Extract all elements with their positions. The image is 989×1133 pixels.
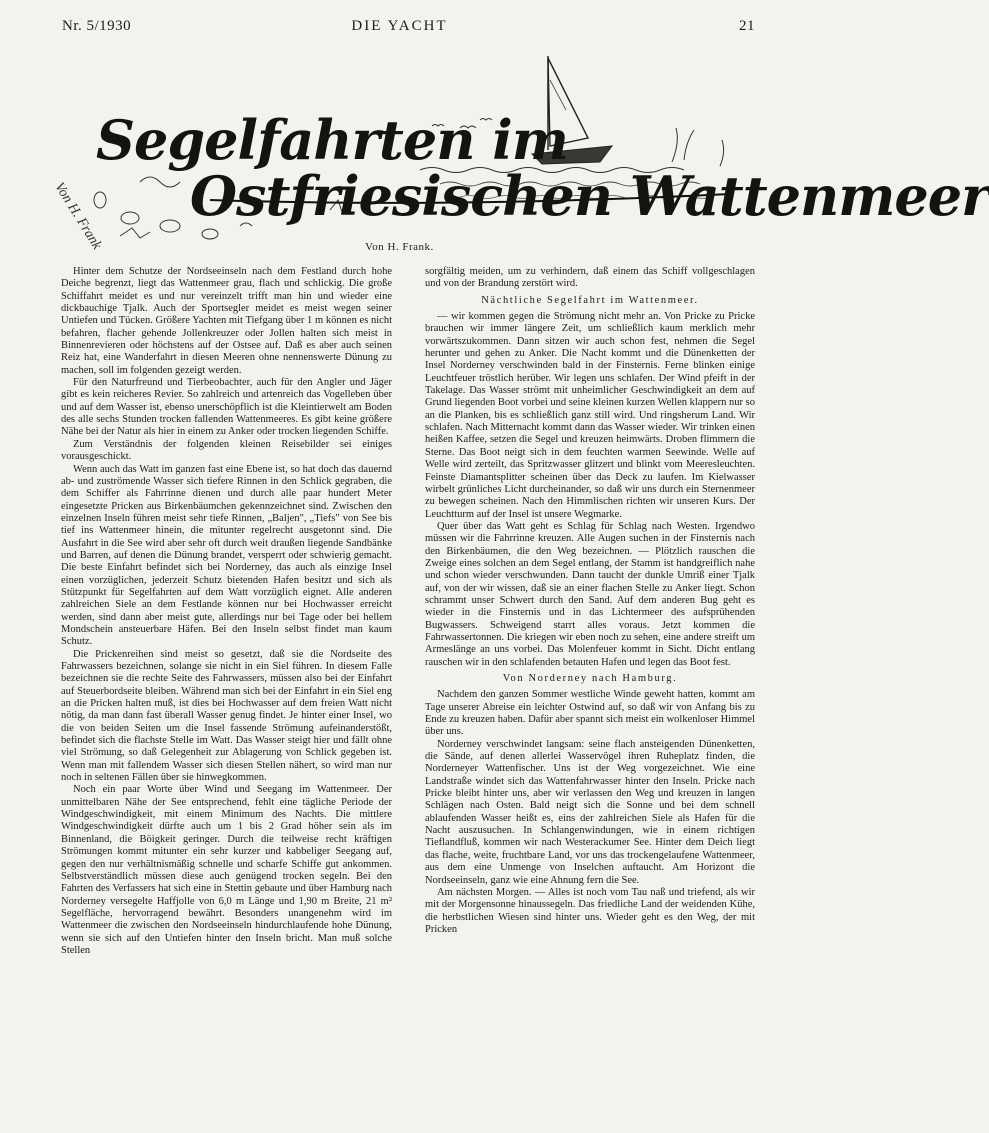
paragraph: Wenn auch das Watt im ganzen fast eine Ebene ist, so hat doch das dauernd ab- und zuströmende Wasser sich tiefere Rinnen in den Schlick gegraben, die dem Schiffer als Fahrrinne dienen und durch alle paar hundert Meter eingesetzte Pricken aus Birkenbäumchen gekennzeichnet sind. Zwischen den einzelnen Inseln führen meist sehr tiefe Rinnen, „Baljen", „Tiefs" von See bis tief ins Wattenmeer hinein, die mitunter regelrecht ausgetonnt sind. Die Ausfahrt in die See wird aber sehr oft durch weit draußen liegende Sandbänke und Barren, auf denen die Dünung brandet, versperrt oder schwierig gemacht. Die beste Einfahrt befindet sich bei Norderney, das auch als einzige Insel einen vorzüglichen, jederzeit Schutz bietenden Hafen besitzt und sich als Stützpunkt für Segelfahrten auf dem Watt vorzüglich eignet. Alle anderen zahlreichen Siele an dem Festlande können nur bei Hochwasser erreicht werden, sind dann aber meist gute, allerdings nur bei Tage oder bei hellem Mondschein ansteuerbare Häfen. Bei den Inseln selbst findet man kaum Schutz. xyxy=(61,463,392,648)
paragraph: Norderney verschwindet langsam: seine flach ansteigenden Dünenketten, die Sände, auf denen allerlei Wasservögel ihren Ruheplatz finden, die Norderneyer Wattenfischer. Uns ist der Weg vorgezeichnet. Wie eine Landstraße windet sich das Wattenfahrwasser hinter den Inseln. Pricke nach Pricke bleibt hinter uns, aber wir verlassen den Weg und kreuzen in langen Schlägen nach Osten. Bald neigt sich die Sonne und bei dem schnell ablaufenden Wasser heißt es, eins der zahlreichen Siele als Hafen für die Nacht auszusuchen. In Schlangenwindungen, wie in einem richtigen Tieflandfluß, kommen wir nach Westerackumer See. Hinter dem Deich liegt das flache, weite, fruchtbare Land, vor uns das trockengelaufene Wattenmeer, aus dem eine Unmenge von Inselchen auftaucht. Am Horizont die Nordseeinseln, ganz wie eine Ahnung fern die See. xyxy=(425,738,755,886)
paragraph: Quer über das Watt geht es Schlag für Schlag nach Westen. Irgendwo müssen wir die Fahrrinne kreuzen. Alle Augen suchen in der Finsternis nach den Birkenbäumen, die den Weg bezeichnen. — Plötzlich rauschen die Zweige eines solchen an dem Segel entlang, der Stamm ist handgreiflich nahe und schon wieder verschwunden. Dann taucht der dunkle Umriß einer Tjalk auf, von der wir wissen, daß sie an einer flachen Stelle zu Anker liegt. Schon schrammt unser Schwert durch den Sand. Auf dem anderen Bug geht es wieder in die Finsternis und in das Lichtermeer des aufsprühenden Bugwassers. Schweigend starrt alles voraus. Jetzt kommen die Fahrwassertonnen. Die kriegen wir eben noch zu sehen, eine andere streift um Armeslänge an uns vorbei. Das Molenfeuer kommt in Sicht. Dicht entlang rauschen wir in den schlafenden betauten Hafen und legen das Boot fest. xyxy=(425,520,755,668)
title-illustration xyxy=(51,50,989,253)
author-byline: Von H. Frank. xyxy=(365,241,434,253)
section-heading: Von Norderney nach Hamburg. xyxy=(502,673,678,684)
title-line-2: Ostfriesischen Wattenmeer xyxy=(190,164,989,228)
left-column xyxy=(61,266,392,1111)
title-line-1: Segelfahrten im xyxy=(96,108,568,172)
section-heading: Nächtliche Segelfahrt im Wattenmeer. xyxy=(481,294,699,306)
paragraph: Am nächsten Morgen. — Alles ist noch vom Tau naß und triefend, als wir mit der Morgensonne hinaussegeln. Das friedliche Land der weidenden Kühe, die herbstlichen Wiesen sind hinter uns. Wieder geht es den Weg, der mit Pricken xyxy=(425,886,755,935)
page-number: 21 xyxy=(739,18,755,34)
paragraph: Hinter dem Schutze der Nordseeinseln nach dem Festland durch hohe Deiche begrenzt, liegt das Wattenmeer grau, flach und schlickig. Die große Schiffahrt meidet es und nur vereinzelt trifft man hin und wieder eine dickbauchige Tjalk. Auch der Sportsegler meidet es meist wegen seiner Untiefen und Tücken. Größere Yachten mit Tiefgang über 1 m können es nicht befahren, flacher gehende Jollenkreuzer oder Jollen halten sich meist in Binnenrevieren oder höchstens auf der Ostsee auf. Daß es aber auch seinen Reiz hat, eine Wanderfahrt in diesen Meeren ohne nennenswerte Dünung zu machen, soll im folgenden gezeigt werden. xyxy=(61,266,392,376)
paragraph: Für den Naturfreund und Tierbeobachter, auch für den Angler und Jäger gibt es kein reicheres Revier. So zahlreich und artenreich das Vogelleben über und auf dem Wasser ist, ebenso unerschöpflich ist die Kleintierwelt am Boden des alle sechs Stunden trocken fallenden Wattenmeeres. Es gibt keine größere Nähe bei der Natur als hier in einem zu Anker oder trocken liegenden Schiffe. xyxy=(61,377,392,438)
paragraph: Zum Verständnis der folgenden kleinen Reisebilder sei einiges vorausgeschickt. xyxy=(61,438,392,463)
art-signature: Von H. Frank xyxy=(51,180,105,253)
paragraph: Nachdem den ganzen Sommer westliche Winde geweht hatten, kommt am Tage unserer Abreise ein leichter Ostwind auf, so daß wir von Anfang bis zu Ende zu kreuzen haben. Dafür aber spannt sich meist ein wolkenloser Himmel über uns. xyxy=(425,689,755,738)
paragraph: Die Prickenreihen sind meist so gesetzt, daß sie die Nordseite des Fahrwassers bezeichnen, solange sie nicht in ein Siel führen. In diesem Falle bezeichnen sie die rechte Seite des Fahrwassers, müssen also bei der Einfahrt auf Steuerbordseite bleiben. Während man sich bei der Einfahrt in ein Siel eng an die Pricken halten muß, ist dies bei Hochwasser auf dem freien Watt nicht nötig, da man dann fast überall Wasser genug findet. Je hinter einer Insel, wo die von beiden Seiten um die Insel fassende Strömung aufeinanderstößt, befindet sich die flachste Stelle im Watt. Das Wasser steigt hier und fällt ohne viel Strömung, so daß Gelegenheit zur Ablagerung von Schlick gegeben ist. Wenn man mit fallendem Wasser sich diesen Stellen nähert, so wird man nur noch in seltenen Fällen über sie hinwegkommen. xyxy=(61,648,392,784)
right-column xyxy=(425,266,755,1111)
issue-number: Nr. 5/1930 xyxy=(62,18,132,34)
paragraph: sorgfältig meiden, um zu verhindern, daß einem das Schiff vollgeschlagen und von der Brandung zerstört wird. xyxy=(425,266,755,290)
paragraph: — wir kommen gegen die Strömung nicht mehr an. Von Pricke zu Pricke brauchen wir immer längere Zeit, um schließlich kaum merklich mehr vorwärtszukommen. Dann sitzen wir auch schon fest, nehmen die Segel herunter und gehen zu Anker. Die Nacht kommt und die Dünenketten der Insel Norderney verschwinden bald in der Finsternis. Ferne blinken einige Leuchtfeuer tröstlich herüber. Wir legen uns schlafen. Der Wind pfeift in der Takelage. Das Wasser strömt mit unheimlicher Geschwindigkeit an dem auf Grund liegenden Boot vorbei und seine kleinen kurzen Wellen klappern nur so an die Planken, bis es schließlich ganz still wird. Und ringsherum Land. Wir schlafen. Nach Mitternacht kommt dann das Wasser wieder. Wir trinken einen heißen Kaffee, setzen die Segel und kreuzen heimwärts. Droben flimmern die Sterne. Das Boot neigt sich in dem feuchten warmen Seewinde. Welle auf Welle wird zerteilt, das Spritzwasser glitzert und blinkt vom Meeresleuchten. Feinste Diamantsplitter scheinen über das Deck zu laufen. Im Kielwasser wirbelt grünliches Licht durcheinander, so daß wir uns durch ein Sternenmeer zu bewegen scheinen. Nach den Himmlischen richten wir unseren Kurs. Der Leuchtturm auf der Insel ist unsere Wegmarke. xyxy=(425,311,755,520)
magazine-name: DIE YACHT xyxy=(351,18,448,34)
paragraph: Noch ein paar Worte über Wind und Seegang im Wattenmeer. Der unmittelbaren Nähe der See entsprechend, fehlt eine tägliche Periode der Windgeschwindigkeit, mit einem Minimum des Nachts. Die mittlere Windgeschwindigkeit dürfte auch um 1 bis 2 Grad höher sein als im Binnenland, die Böigkeit geringer. Durch die teilweise recht kräftigen Strömungen kommt mitunter ein sehr kurzer und kabbeliger Seegang auf, gegen den nur verhältnismäßig schnelle und scharfe Schiffe gut ankommen. Selbstverständlich müssen diese auch genügend trocken segeln. Bei den Fahrten des Verfassers hat sich eine in Stettin gebaute und über Hamburg nach Norderney versegelte Haffjolle von 6,0 m Länge und 1,90 m Breite, 21 m² Segelfläche, hervorragend bewährt. Besonders unangenehm wird im Wattenmeer die zwischen den Nordseeinseln hindurchlaufende hohe Dünung, wenn sie sich auf den Untiefen hinter den Inseln bricht. Man muß solche Stellen xyxy=(61,784,392,956)
